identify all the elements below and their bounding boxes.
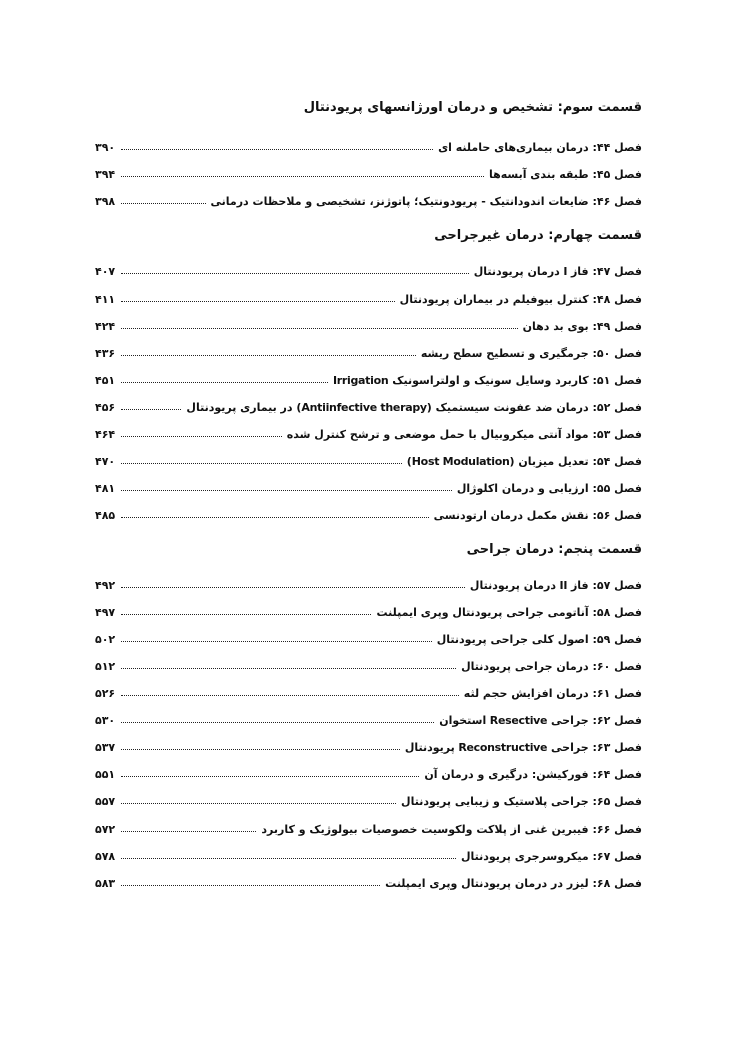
section-title: قسمت چهارم: درمان غیرجراحی [434,228,642,243]
toc-entry-page: ۴۹۷ [95,606,116,619]
section-title: قسمت سوم: تشخیص و درمان اورژانسهای پریودنتال [303,100,642,115]
dot-leader [121,667,456,669]
dot-leader [121,462,402,464]
toc-entry-title: فصل ۵۴: تعدیل میزبان (Host Modulation) [406,455,642,468]
toc-entry-title: فصل ۴۶: ضایعات اندودانتیک - پریودونتیک؛ پاتوژنز، تشخیصی و ملاحظات درمانی [210,195,642,208]
dot-leader [121,381,328,383]
toc-entry-page: ۳۹۸ [95,195,116,208]
dot-leader [121,721,434,723]
toc-entry[interactable] [95,601,642,619]
toc-entry[interactable] [95,423,642,441]
toc-entry[interactable] [95,574,642,592]
dot-leader [121,694,459,696]
toc-entry-title: فصل ۶۲: جراحی Resective استخوان [439,714,642,727]
toc-entry-page: ۵۵۱ [95,768,116,781]
toc-entry-title: فصل ۵۳: مواد آنتی میکروبیال با حمل موضعی و ترشح کنترل شده [286,428,642,441]
dot-leader [121,830,256,832]
toc-entry[interactable] [95,260,642,278]
dot-leader [121,857,456,859]
toc-entry-title: فصل ۵۷: فاز II درمان پریودنتال [469,579,642,592]
toc-entry-page: ۵۳۰ [95,714,116,727]
toc-entry-title: فصل ۶۳: جراحی Reconstructive پریودنتال [404,741,642,754]
dot-leader [121,354,416,356]
toc-entry-title: فصل ۴۹: بوی بد دهان [522,320,642,333]
toc-entry-page: ۵۱۲ [95,660,116,673]
toc-entry-title: فصل ۶۰: درمان جراحی پریودنتال [461,660,642,673]
toc-entry[interactable] [95,763,642,781]
toc-entry-title: فصل ۵۵: ارزیابی و درمان اکلوژال [456,482,642,495]
toc-entry[interactable] [95,790,642,808]
toc-entry-page: ۴۶۴ [95,428,116,441]
dot-leader [121,586,465,588]
toc-entry-title: فصل ۴۷: فاز I درمان پریودنتال [473,265,642,278]
toc-entry-title: فصل ۶۵: جراحی پلاستیک و زیبایی پریودنتال [401,795,642,808]
dot-leader [121,300,395,302]
toc-entry[interactable] [95,190,642,208]
dot-leader [121,175,484,177]
toc-entry[interactable] [95,818,642,836]
toc-entry-page: ۴۲۴ [95,320,116,333]
dot-leader [121,748,400,750]
toc-entry[interactable] [95,709,642,727]
toc-entry-page: ۵۷۲ [95,823,116,836]
dot-leader [121,327,518,329]
toc-entry[interactable] [95,369,642,387]
toc-entry[interactable] [95,342,642,360]
toc-entry[interactable] [95,450,642,468]
dot-leader [121,148,433,150]
toc-entry[interactable] [95,136,642,154]
toc-entry[interactable] [95,845,642,863]
toc-entry-page: ۴۵۱ [95,374,116,387]
dot-leader [121,435,282,437]
toc-entry-page: ۵۲۶ [95,687,116,700]
dot-leader [121,775,419,777]
toc-entry-page: ۵۳۷ [95,741,116,754]
dot-leader [121,802,396,804]
dot-leader [121,408,181,410]
toc-entry[interactable] [95,288,642,306]
toc-entry[interactable] [95,628,642,646]
toc-entry-page: ۴۱۱ [95,293,116,306]
dot-leader [121,489,452,491]
toc-entry-title: فصل ۵۲: درمان ضد عفونت سیستمیک (Antiinfective therapy) در بیماری پریودنتال [186,401,642,414]
toc-entry-title: فصل ۴۵: طبقه بندی آبسه‌ها [488,168,642,181]
toc-entry[interactable] [95,477,642,495]
toc-entry-title: فصل ۵۱: کاربرد وسایل سونیک و اولتراسونیک Irrigation [332,374,642,387]
toc-entry-title: فصل ۶۶: فیبرین غنی از پلاکت ولکوسیت خصوصیات بیولوژیک و کاربرد [261,823,642,836]
dot-leader [121,202,206,204]
toc-entry[interactable] [95,736,642,754]
dot-leader [121,884,380,886]
toc-entry[interactable] [95,682,642,700]
toc-entry-page: ۴۰۷ [95,265,116,278]
toc-entry-page: ۴۹۲ [95,579,116,592]
toc-entry-page: ۵۸۳ [95,877,116,890]
toc-entry-title: فصل ۵۰: جرمگیری و تسطیح سطح ریشه [420,347,642,360]
toc-entry-title: فصل ۶۷: میکروسرجری پریودنتال [460,850,642,863]
toc-entry-page: ۴۸۱ [95,482,116,495]
section-title: قسمت پنجم: درمان جراحی [466,542,642,557]
toc-entry[interactable] [95,315,642,333]
toc-entry-title: فصل ۴۸: کنترل بیوفیلم در بیماران پریودنتال [399,293,642,306]
toc-entry-title: فصل ۵۹: اصول کلی جراحی پریودنتال [436,633,642,646]
toc-entry-page: ۵۷۸ [95,850,116,863]
toc-entry-page: ۵۰۲ [95,633,116,646]
toc-entry-page: ۴۳۶ [95,347,116,360]
toc-entry-page: ۳۹۴ [95,168,116,181]
toc-entry-page: ۳۹۰ [95,141,116,154]
toc-entry-page: ۴۷۰ [95,455,116,468]
toc-entry[interactable] [95,872,642,890]
toc-entry[interactable] [95,396,642,414]
toc-entry-page: ۴۸۵ [95,509,116,522]
toc-entry-title: فصل ۴۴: درمان بیماری‌های حاملنه ای [438,141,642,154]
toc-entry[interactable] [95,504,642,522]
dot-leader [121,613,371,615]
toc-entry-page: ۴۵۶ [95,401,116,414]
toc-entry-title: فصل ۵۸: آناتومی جراحی پریودنتال وپری ایمپلنت [376,606,642,619]
toc-entry[interactable] [95,163,642,181]
dot-leader [121,516,429,518]
dot-leader [121,640,432,642]
toc-entry-title: فصل ۶۸: لیزر در درمان پریودنتال وپری ایمپلنت [385,877,642,890]
toc-entry[interactable] [95,655,642,673]
toc-entry-page: ۵۵۷ [95,795,116,808]
dot-leader [121,272,469,274]
toc-entry-title: فصل ۶۴: فورکیشن: درگیری و درمان آن [424,768,642,781]
toc-entry-title: فصل ۵۶: نقش مکمل درمان ارتودنسی [433,509,642,522]
toc-entry-title: فصل ۶۱: درمان افزایش حجم لثه [463,687,642,700]
